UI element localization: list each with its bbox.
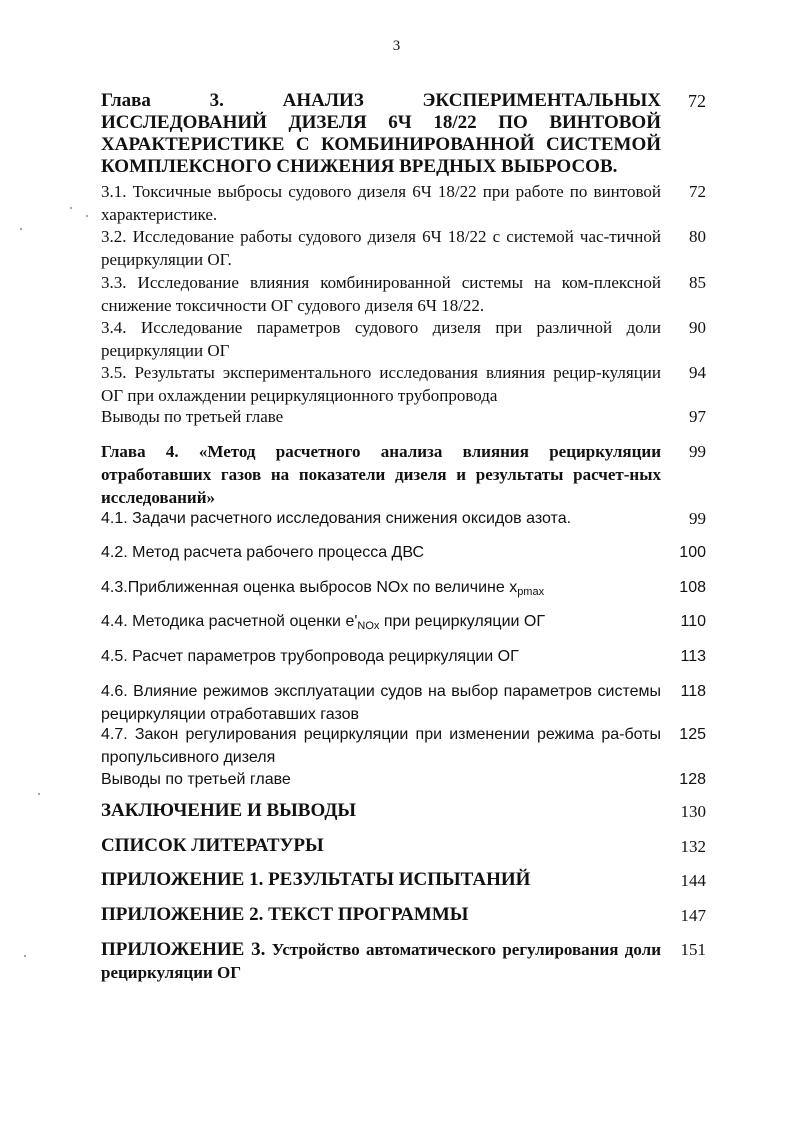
toc-entry-4-2[interactable] bbox=[101, 541, 714, 564]
toc-entry-4-3[interactable] bbox=[101, 576, 714, 604]
toc-entry-4-5[interactable] bbox=[101, 645, 714, 668]
toc-entry-text: 3.1. Токсичные выбросы судового дизеля 6Ч 18/22 при работе по винтовой характеристике. bbox=[101, 182, 661, 224]
toc-entry-4-4[interactable] bbox=[101, 610, 714, 638]
toc-entry-text-tail: Устройство автоматического регулирования доли рециркуляции ОГ bbox=[101, 940, 661, 982]
toc-entry-text: Глава 4. «Метод расчетного анализа влияния рециркуляции отработавших газов на показатели дизеля и результаты расчет-ных исследований» bbox=[101, 442, 661, 507]
toc-entry-text: Выводы по третьей главе bbox=[101, 771, 291, 788]
toc-entry-page: 144 bbox=[680, 871, 706, 890]
toc-entry-text: 3.3. Исследование влияния комбинированной системы на ком-плексной снижение токсичности ОГ судового дизеля 6Ч 18/22. bbox=[101, 273, 661, 315]
page-number: 3 bbox=[392, 38, 401, 54]
toc-entry-page: 151 bbox=[680, 940, 706, 959]
toc-entry-4-7[interactable] bbox=[101, 723, 714, 769]
toc-entry-page: 72 bbox=[689, 182, 706, 201]
toc-entry-text: 3.2. Исследование работы судового дизеля 6Ч 18/22 с системой час-тичной рециркуляции ОГ. bbox=[101, 227, 661, 269]
toc-entry-text: ЗАКЛЮЧЕНИЕ И ВЫВОДЫ bbox=[101, 800, 357, 821]
toc-entry-chapter-3[interactable] bbox=[101, 90, 714, 178]
toc-entry-text: ПРИЛОЖЕНИЕ 2. ТЕКСТ ПРОГРАММЫ bbox=[101, 904, 469, 925]
toc-entry-text-main: ПРИЛОЖЕНИЕ 3. bbox=[101, 939, 266, 960]
toc-entry-page: 80 bbox=[689, 227, 706, 246]
toc-entry-page: 118 bbox=[680, 683, 706, 700]
toc-entry-text: 4.5. Расчет параметров трубопровода рециркуляции ОГ bbox=[101, 648, 519, 665]
toc-entry-text: 4.7. Закон регулирования рециркуляции при изменении режима ра-боты пропульсивного дизеля bbox=[101, 726, 661, 766]
toc-entry-text: 4.1. Задачи расчетного исследования снижения оксидов азота. bbox=[101, 510, 572, 527]
subscript-nox: NOx bbox=[357, 620, 380, 632]
toc-entry-4-1[interactable] bbox=[101, 507, 714, 530]
toc-entry-chapter-4[interactable] bbox=[101, 440, 714, 509]
toc-entry-conclusions-4[interactable] bbox=[101, 768, 714, 791]
scan-speck bbox=[20, 228, 22, 230]
toc-entry-page: 90 bbox=[689, 318, 706, 337]
toc-entry-text: 4.6. Влияние режимов эксплуатации судов на выбор параметров системы рециркуляции отработавших газов bbox=[101, 683, 661, 723]
toc-entry-3-5[interactable] bbox=[101, 361, 714, 407]
toc-entry-4-6[interactable] bbox=[101, 680, 714, 726]
toc-entry-page: 108 bbox=[679, 579, 706, 596]
toc-entry-page: 110 bbox=[680, 613, 706, 630]
toc-entry-appendix-1[interactable] bbox=[101, 869, 714, 891]
toc-entry-page: 100 bbox=[679, 544, 706, 561]
scan-speck bbox=[38, 793, 40, 795]
toc-entry-text: Выводы по третьей главе bbox=[101, 407, 284, 426]
toc-entry-page: 99 bbox=[689, 509, 706, 528]
toc-entry-page: 132 bbox=[680, 837, 706, 856]
toc-entry-text: 4.2. Метод расчета рабочего процесса ДВС bbox=[101, 544, 425, 561]
toc-entry-text-tail: при рециркуляции ОГ bbox=[379, 613, 545, 630]
toc-entry-page: 85 bbox=[689, 273, 706, 292]
toc-entry-3-4[interactable] bbox=[101, 316, 714, 362]
toc-entry-text-main: 4.3.Приближенная оценка выбросов NOx по величине x bbox=[101, 579, 518, 596]
toc-entry-text bbox=[101, 938, 661, 984]
toc-entry-page: 97 bbox=[689, 407, 706, 426]
subscript-pmax: pmax bbox=[517, 586, 545, 598]
toc-entry-3-3[interactable] bbox=[101, 271, 714, 317]
scan-speck bbox=[24, 955, 26, 957]
toc-entry-appendix-2[interactable] bbox=[101, 904, 714, 926]
scan-speck bbox=[70, 207, 72, 209]
toc-entry-conclusion[interactable] bbox=[101, 800, 714, 822]
toc-entry-conclusions-3[interactable] bbox=[101, 405, 714, 428]
toc-entry-text: 3.5. Результаты экспериментального исследования влияния рецир-куляции ОГ при охлаждении рециркуляционного трубопровода bbox=[101, 363, 661, 405]
toc-entry-page: 72 bbox=[688, 91, 706, 111]
toc-entry-text bbox=[101, 576, 661, 604]
toc-entry-appendix-3[interactable] bbox=[101, 938, 714, 984]
toc-entry-page: 147 bbox=[680, 906, 706, 925]
toc-entry-page: 128 bbox=[679, 771, 706, 788]
toc-entry-page: 94 bbox=[689, 363, 706, 382]
toc-entry-text-main: 4.4. Методика расчетной оценки e' bbox=[101, 613, 358, 630]
toc-entry-text bbox=[101, 610, 661, 638]
toc-entry-text: Глава 3. АНАЛИЗ ЭКСПЕРИМЕНТАЛЬНЫХ ИССЛЕДОВАНИЙ ДИЗЕЛЯ 6Ч 18/22 ПО ВИНТОВОЙ ХАРАКТЕРИСТИКЕ С КОМБИНИРОВАННОЙ СИСТЕМОЙ КОМПЛЕКСНОГО СНИЖЕНИЯ ВРЕДНЫХ ВЫБРОСОВ. bbox=[101, 90, 661, 177]
toc-entry-page: 125 bbox=[679, 726, 706, 743]
toc-entry-text: 3.4. Исследование параметров судового дизеля при различной доли рециркуляции ОГ bbox=[101, 318, 661, 360]
scan-speck bbox=[86, 215, 88, 217]
toc-entry-page: 99 bbox=[689, 442, 706, 461]
toc-entry-page: 130 bbox=[680, 802, 706, 821]
toc-entry-3-2[interactable] bbox=[101, 225, 714, 271]
toc-entry-3-1[interactable] bbox=[101, 180, 714, 226]
toc-entry-page: 113 bbox=[680, 648, 706, 665]
toc-entry-text: ПРИЛОЖЕНИЕ 1. РЕЗУЛЬТАТЫ ИСПЫТАНИЙ bbox=[101, 869, 531, 890]
toc-entry-references[interactable] bbox=[101, 835, 714, 857]
toc-entry-text: СПИСОК ЛИТЕРАТУРЫ bbox=[101, 835, 324, 856]
